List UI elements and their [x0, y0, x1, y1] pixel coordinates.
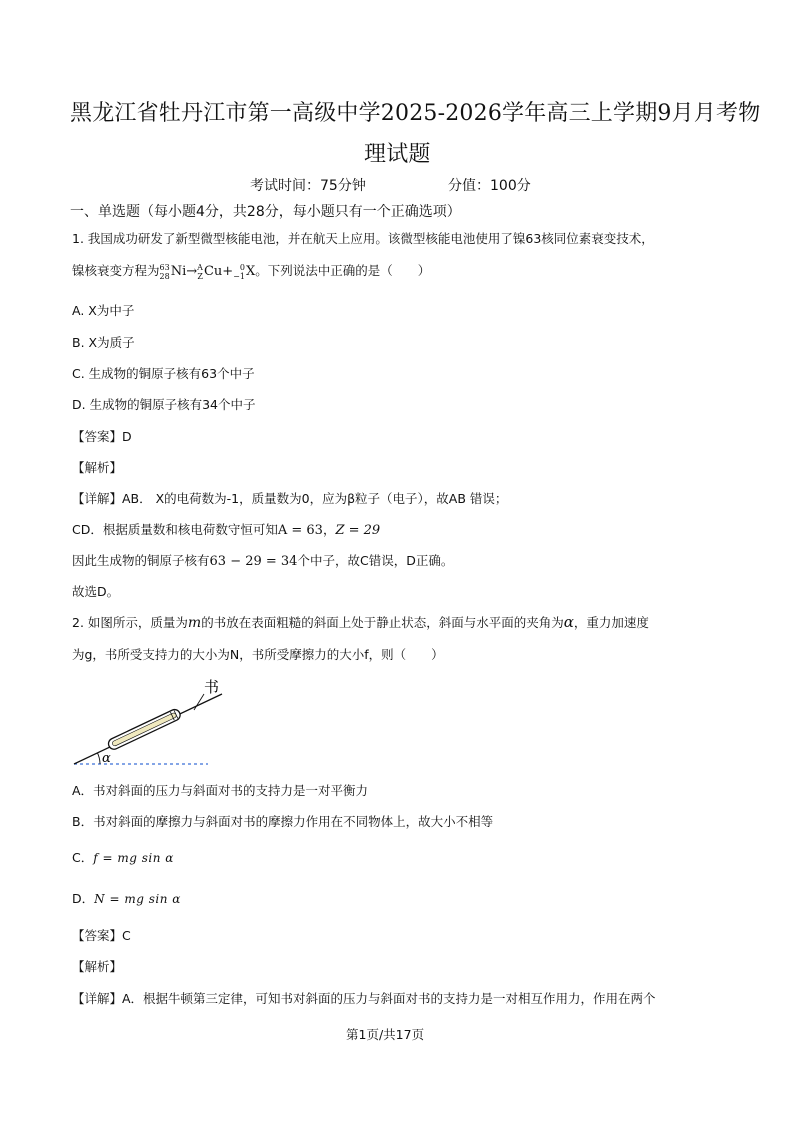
q1-detail-line3: 因此生成物的铜原子核有63 − 29 = 34个中子，故C错误，D正确。 — [72, 553, 454, 569]
page-footer: 第1页/共17页 — [346, 1027, 425, 1042]
q2-angle-symbol: α — [563, 613, 574, 631]
book-leader-line — [194, 694, 204, 710]
q1-stem-line1: 1. 我国成功研发了新型微型核能电池，并在航天上应用。该微型核能电池使用了镍63核同位素衰变技术， — [72, 231, 654, 246]
document-title-line1: 黑龙江省牡丹江市第一高级中学2025-2026学年高三上学期9月月考物 — [70, 101, 761, 126]
document-title-line2: 理试题 — [364, 142, 431, 167]
angle-label: α — [102, 751, 111, 766]
section-heading: 一、单选题（每小题4分，共28分，每小题只有一个正确选项） — [70, 204, 461, 220]
book-shape — [107, 708, 182, 751]
q2-option-b: B．书对斜面的摩擦力与斜面对书的摩擦力作用在不同物体上，故大小不相等 — [72, 814, 494, 829]
q1-decay-equation: 63 28 Ni→ A Z Cu+ 0 −1 X — [159, 262, 256, 281]
q2-analysis-label: 【解析】 — [72, 959, 123, 974]
q1-option-a: A. X为中子 — [72, 303, 135, 318]
q2-stem-line1: 2. 如图所示，质量为m的书放在表面粗糙的斜面上处于静止状态，斜面与水平面的夹角为α，重力加速度 — [72, 613, 649, 631]
q1-eq-z: Z = 29 — [335, 523, 381, 538]
q1-stem-line2 — [72, 261, 430, 281]
q2-detail-line1: 【详解】A．根据牛顿第三定律，可知书对斜面的压力与斜面对书的支持力是一对相互作用力，作用在两个 — [72, 991, 656, 1006]
angle-arc — [98, 753, 101, 764]
exam-time: 考试时间：75分钟 — [250, 178, 366, 194]
book-label: 书 — [204, 678, 220, 696]
q1-analysis-label: 【解析】 — [72, 460, 123, 475]
q2-option-c: C．f = mg sin α — [72, 850, 174, 865]
exam-score: 分值：100分 — [448, 178, 531, 194]
q1-option-b: B. X为质子 — [72, 335, 135, 350]
q2-option-d: D．N = mg sin α — [72, 891, 181, 906]
q1-eq-neutrons: 63 − 29 = 34 — [209, 554, 298, 569]
q1-option-d: D. 生成物的铜原子核有34个中子 — [72, 397, 256, 412]
q1-eq-a: A = 63 — [277, 523, 323, 538]
q2-option-a: A．书对斜面的压力与斜面对书的支持力是一对平衡力 — [72, 783, 369, 798]
q1-detail-line4: 故选D。 — [72, 584, 120, 599]
q1-detail-line2: CD．根据质量数和核电荷数守恒可知A = 63，Z = 29 — [72, 522, 381, 538]
q2-answer: 【答案】C — [72, 928, 131, 943]
q1-stem-suffix: 。下列说法中正确的是（ ） — [255, 263, 431, 278]
q1-option-c: C. 生成物的铜原子核有63个中子 — [72, 366, 255, 381]
q1-stem-prefix: 镍核衰变方程为 — [72, 263, 160, 278]
q1-detail-line1: 【详解】AB． X的电荷数为-1，质量数为0，应为β粒子（电子），故AB 错误； — [72, 491, 508, 506]
q2-mass-symbol: m — [187, 615, 202, 631]
q2-option-d-eq: N = mg sin α — [94, 892, 181, 906]
q1-answer: 【答案】D — [72, 429, 132, 444]
incline-figure — [70, 672, 240, 772]
q2-stem-line2: 为g，书所受支持力的大小为N，书所受摩擦力的大小f，则（ ） — [72, 647, 444, 662]
q2-option-c-eq: f = mg sin α — [93, 851, 174, 865]
